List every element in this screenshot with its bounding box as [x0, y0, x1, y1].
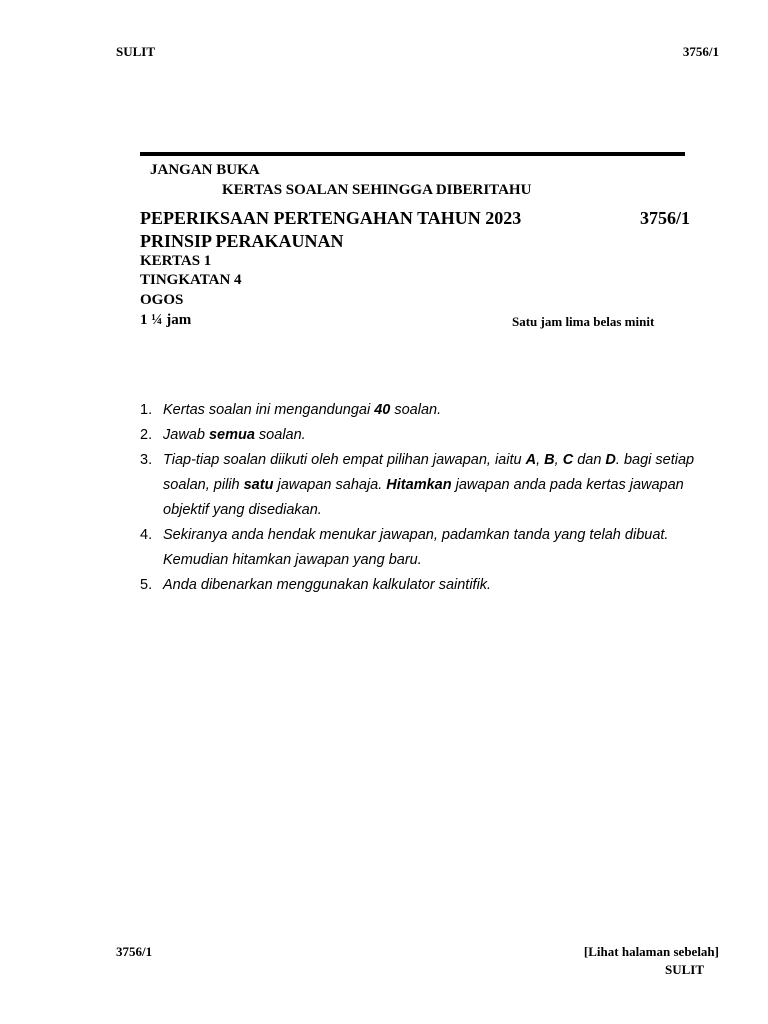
exam-duration: 1 ¼ jam — [140, 312, 192, 328]
instruction-item — [140, 423, 720, 448]
exam-subject: PRINSIP PERAKAUNAN — [140, 231, 344, 251]
exam-paper: KERTAS 1 — [140, 253, 212, 269]
notice-line1: JANGAN BUKA — [150, 162, 260, 178]
exam-duration-words: Satu jam lima belas minit — [512, 314, 655, 329]
instruction-text: , — [536, 452, 545, 468]
notice-line2: KERTAS SOALAN SEHINGGA DIBERITAHU — [222, 182, 532, 198]
instruction-text: soalan. — [390, 402, 442, 418]
instruction-text: Tiap-tiap soalan diikuti oleh empat pilihan jawapan, iaitu — [163, 452, 526, 468]
instruction-text: soalan. — [254, 427, 306, 443]
instruction-text: Kertas soalan ini mengandungai — [163, 402, 375, 418]
instruction-emphasis: C — [562, 452, 574, 468]
instruction-text: , — [554, 452, 563, 468]
exam-month: OGOS — [140, 292, 184, 308]
instruction-item — [140, 523, 720, 573]
instructions-list — [140, 398, 720, 598]
footer-next-page: [Lihat halaman sebelah] — [583, 944, 719, 959]
instruction-text: Jawab — [163, 427, 209, 443]
instruction-emphasis: B — [544, 452, 555, 468]
instruction-text: . bagi setiap soalan, pilih — [163, 452, 695, 493]
exam-title: PEPERIKSAAN PERTENGAHAN TAHUN 2023 — [140, 208, 522, 228]
header-code: 3756/1 — [682, 44, 719, 59]
instruction-emphasis: D — [605, 452, 616, 468]
instruction-text: Sekiranya anda hendak menukar jawapan, padamkan tanda yang telah dibuat. Kemudian hitamkan jawapan yang baru. — [163, 527, 669, 568]
footer-sulit: SULIT — [664, 962, 704, 977]
instruction-emphasis: semua — [208, 427, 255, 443]
instruction-number: 2. — [140, 427, 153, 443]
instruction-text: dan — [573, 452, 606, 468]
exam-code: 3756/1 — [640, 208, 691, 228]
instruction-item — [140, 573, 720, 598]
instruction-text: jawapan sahaja. — [273, 477, 387, 493]
instruction-text: Anda dibenarkan menggunakan kalkulator saintifik. — [163, 577, 492, 593]
divider-rule — [140, 152, 685, 156]
instruction-number: 5. — [140, 577, 153, 593]
instruction-emphasis: 40 — [374, 402, 391, 418]
exam-form: TINGKATAN 4 — [140, 272, 242, 288]
instruction-emphasis: Hitamkan — [386, 477, 452, 493]
instruction-emphasis: A — [525, 452, 537, 468]
instruction-item — [140, 448, 720, 523]
header-sulit: SULIT — [116, 44, 156, 59]
instruction-number: 4. — [140, 527, 153, 543]
instruction-emphasis: satu — [243, 477, 274, 493]
instruction-number: 1. — [140, 402, 153, 418]
instruction-number: 3. — [140, 452, 153, 468]
footer-code: 3756/1 — [116, 944, 153, 959]
instruction-text: jawapan anda pada kertas jawapan objektif yang disediakan. — [163, 477, 684, 518]
instruction-item — [140, 398, 720, 423]
